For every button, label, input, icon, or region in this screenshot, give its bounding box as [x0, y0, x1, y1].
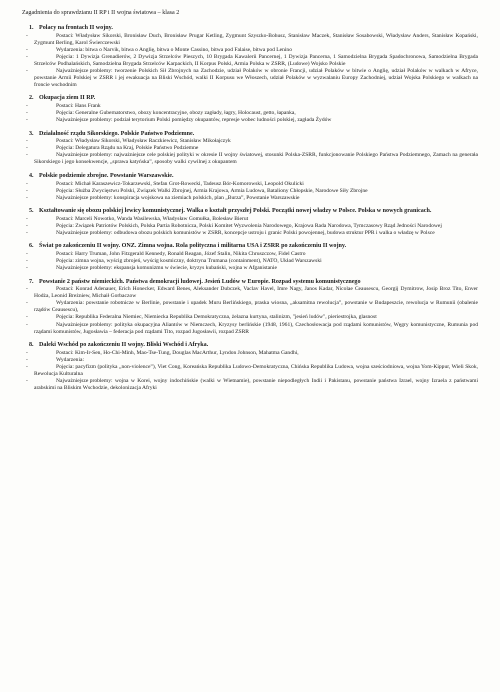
row-text: Marceli Nowotko, Wanda Wasilewska, Władysław Gomułka, Bolesław Bierut	[74, 215, 249, 222]
bullet-dash: -	[26, 377, 28, 384]
row-text: Harry Truman, John Fitzgerald Kennedy, Ronald Reagan, Józef Stalin, Nikita Chruszczow, Fidel Castro	[74, 251, 306, 258]
row-text: odbudowa obozu polskich komunistów w ZSRR, koncepcje ustroju i granic Polski powojennej, budowa struktur PPR i walka o władzę w Polsce	[113, 229, 435, 236]
section-8	[22, 342, 478, 392]
bullet-dash: -	[26, 215, 28, 222]
section-rows	[22, 251, 478, 272]
section-rows	[22, 138, 478, 166]
row-text: konspiracja wojskowa na ziemiach polskich, plan „Burza”, Powstanie Warszawskie	[113, 194, 300, 201]
topic-row	[26, 187, 478, 195]
row-text: Michał Karaszewicz-Tokarzewski, Stefan Grot-Rowecki, Tadeusz Bór-Komorowski, Leopold Okulicki	[74, 180, 304, 187]
row-label: Najważniejsze problemy:	[56, 117, 113, 124]
row-label: Najważniejsze problemy:	[56, 194, 113, 201]
section-3	[22, 131, 478, 167]
topic-row	[26, 194, 478, 202]
row-text: Służba Zwycięstwu Polski, Związek Walki Zbrojnej, Armia Krajowa, Armia Ludowa, Bataliony Chłopskie, Narodowe Siły Zbrojne	[75, 187, 368, 194]
row-text: tworzenie Polskich Sił Zbrojnych na Zachodzie, udział Polaków w obronie Francji, udział Polaków w bitwie o Anglię, udział Polaków w walkach w Afryce, powstanie Armii Polskiej w ZSRR i jej ewakuacja na Bliski Wschód, walki II Korpusu we Włoszech, udział Polaków w wyzwalaniu Europy Zachodniej, udział Wojska Polskiego w walkach na froncie wschodnim	[34, 67, 478, 88]
row-text: Republika Federalna Niemiec, Niemiecka Republika Demokratyczna, żelazna kurtyna, stalinizm, "jesień ludów", pieriestrojka, glasnost	[75, 314, 377, 321]
row-label: Pojęcia:	[56, 110, 74, 117]
section-number: 6.	[29, 243, 34, 250]
topic-row	[26, 222, 478, 230]
row-label: Najważniejsze problemy:	[56, 229, 113, 236]
section-title: Daleki Wschód po zakończeniu II wojny. Bliski Wschód i Afryka.	[39, 342, 209, 349]
topic-row	[26, 117, 478, 124]
row-label: Wydarzenia:	[56, 356, 84, 363]
section-rows	[22, 103, 478, 124]
bullet-dash: -	[26, 251, 28, 258]
topic-row	[26, 46, 478, 54]
bullet-dash: -	[26, 222, 28, 229]
bullet-dash: -	[26, 46, 28, 53]
topic-row	[26, 377, 478, 392]
section-title: Powstanie 2 państw niemieckich. Państwa demokracji ludowej. Jesień Ludów w Europie. Rozpad systemu komunistycznego	[39, 278, 361, 285]
row-text: bitwa o Narvik, bitwa o Anglię, bitwa o Monte Cassino, bitwa pod Falaise, bitwa pod Lenino	[85, 46, 292, 53]
row-label: Postaci:	[56, 215, 74, 222]
topic-row	[26, 138, 478, 145]
section-rows	[22, 286, 478, 335]
section-rows	[22, 216, 478, 237]
section-heading	[22, 279, 478, 287]
bullet-dash: -	[26, 152, 28, 159]
topic-row	[26, 180, 478, 188]
row-text: powstanie robotnicze w Berlinie, powstanie i upadek Muru Berlińskiego, praska wiosna, „aksamitna rewolucja”, powstanie w Budapeszcie, rewolucja w Rumunii (obalenie rządów Ceausescu),	[34, 300, 478, 314]
bullet-dash: -	[26, 349, 28, 356]
bullet-dash: -	[26, 314, 28, 321]
topic-row	[26, 67, 478, 89]
section-number: 1.	[29, 25, 34, 31]
row-text: Związek Patriotów Polskich, Polska Partia Robotnicza, Polski Komitet Wyzwolenia Narodowego, Krajowa Rada Narodowa, Tymczasowy Rząd Jedności Narodowej	[75, 222, 442, 229]
section-6	[22, 243, 478, 272]
bullet-dash: -	[26, 138, 28, 145]
row-label: Postaci:	[56, 103, 74, 110]
row-label: Najważniejsze problemy:	[56, 321, 113, 328]
row-label: Pojęcia:	[56, 363, 74, 370]
topic-row	[26, 229, 478, 237]
row-label: Najważniejsze problemy:	[56, 67, 113, 74]
row-text: pacyfizm (polityka „non-violence”), Viet Cong, Koreańska Republika Ludowo-Demokratyczna, Chińska Republika Ludowa, wojna sześciodniowa, wojna Yom-Kippur, Wieli Skok, Rewolucja Kulturalna	[34, 363, 478, 377]
row-label: Postaci:	[56, 251, 74, 258]
section-rows	[22, 33, 478, 89]
row-label: Pojęcia:	[56, 314, 74, 321]
row-label: Postaci:	[56, 180, 74, 187]
topic-row	[26, 215, 478, 223]
row-text: Konrad Adenauer, Erich Honecker, Edward Benes, Aleksander Dubczek, Vaclav Havel, Imre Nagy, Janos Kadar, Nicolae Ceausescu, Georgij Dymitrow, Josip Broz Tito, Enver Hodża, Leonid Breżniew, Michaił Gorbaczow	[34, 286, 478, 300]
row-text: Władysław Sikorski, Bronisław Duch, Bronisław Prugar Ketling, Zygmunt Szyszko-Bohusz, Stanisław Maczek, Stanisław Sosabowski, Władysław Anders, Stanisław Kopański, Zygmunt Berling, Karol Świerczewski	[34, 32, 478, 46]
bullet-dash: -	[26, 67, 28, 74]
topic-row	[26, 356, 478, 364]
section-1	[22, 25, 478, 89]
row-text: Delegatura Rządu na Kraj, Polskie Państwo Podziemne	[75, 145, 199, 152]
section-heading	[22, 131, 478, 139]
bullet-dash: -	[26, 103, 28, 110]
topic-row	[26, 300, 478, 314]
section-2	[22, 95, 478, 124]
section-number: 2.	[29, 95, 34, 102]
section-rows	[22, 350, 478, 392]
row-label: Postaci:	[56, 138, 74, 145]
bullet-dash: -	[26, 117, 28, 124]
bullet-dash: -	[26, 110, 28, 117]
section-4	[22, 173, 478, 202]
row-label: Pojęcia:	[56, 145, 74, 152]
bullet-dash: -	[26, 53, 28, 60]
sections-list	[22, 25, 478, 392]
document-title: Zagadnienia do sprawdzianu II RP i II wojna światowa – klasa 2	[22, 10, 180, 16]
bullet-dash: -	[26, 194, 28, 201]
section-heading	[22, 25, 478, 33]
bullet-dash: -	[26, 180, 28, 187]
row-text: Władysław Sikorski, Władysław Raczkiewicz, Stanisław Mikołajczyk	[74, 138, 231, 145]
topic-row	[26, 321, 479, 336]
row-label: Pojęcia:	[56, 53, 74, 60]
section-title: Świat po zakończeniu II wojny. ONZ. Zimna wojna. Rola polityczna i militarna USA i ZSRR po zakończeniu II wojny.	[39, 243, 347, 250]
topic-row	[26, 314, 478, 321]
bullet-dash: -	[26, 145, 28, 152]
section-title: Okupacja ziem II RP.	[39, 95, 96, 102]
bullet-dash: -	[26, 265, 28, 272]
row-text: najważniejsze cele polskiej polityki w okresie II wojny światowej, stosunki Polska-ZSRR, funkcjonowanie Polskiego Państwa Podziemnego, Zamach na generała Sikorskiego i jego konsekwencje, „sprawa katyńska”, sposoby walki cywilnej z okupantem	[34, 152, 478, 166]
row-label: Postaci:	[56, 286, 74, 293]
topic-row	[26, 363, 478, 378]
bullet-dash: -	[26, 300, 28, 307]
section-heading	[22, 342, 478, 350]
row-text: Kim-Ir-Sen, Ho-Chi-Minh, Mao-Tse-Tung, Douglas MacArthur, Lyndon Johnson, Mahatma Gandhi,	[74, 349, 299, 356]
section-number: 4.	[29, 172, 34, 179]
bullet-dash: -	[26, 187, 28, 194]
section-heading	[22, 208, 478, 216]
row-text: podział terytorium Polski pomiędzy okupantów, represje wobec ludności polskiej, zagłada Żydów	[113, 117, 332, 124]
section-rows	[22, 181, 478, 202]
bullet-dash: -	[26, 32, 28, 39]
topic-row	[26, 32, 478, 47]
section-heading	[22, 95, 478, 103]
bullet-dash: -	[26, 356, 28, 363]
section-title: Polacy na frontach II wojny.	[39, 25, 113, 31]
section-number: 5.	[29, 208, 34, 215]
topic-row	[26, 103, 478, 110]
section-title: Działalność rządu Sikorskiego. Polskie Państwo Podziemne.	[39, 130, 195, 137]
section-title: Polskie podziemie zbrojne. Powstanie Warszawskie.	[39, 172, 174, 179]
bullet-dash: -	[26, 363, 28, 370]
row-label: Postaci:	[56, 32, 74, 39]
section-7	[22, 279, 478, 336]
bullet-dash: -	[26, 229, 28, 236]
section-number: 7.	[29, 278, 34, 285]
row-label: Najważniejsze problemy:	[56, 377, 113, 384]
row-label: Pojęcia:	[56, 258, 74, 265]
section-number: 3.	[29, 130, 34, 137]
row-text: wojna w Korei, wojny indochińskie (walki w Wietnamie), powstanie niepodległych Indii i Pakistanu, powstanie państwa Izrael, wojny Izraela z państwami arabskimi na Bliskim Wschodzie, dekolonizacja Afryki	[34, 377, 478, 391]
row-label: Pojęcia:	[56, 187, 74, 194]
row-text: zimna wojna, wyścig zbrojeń, wyścig kosmiczny, doktryna Trumana (containment), NATO, Układ Warszawski	[75, 258, 322, 265]
bullet-dash: -	[26, 258, 28, 265]
section-number: 8.	[29, 342, 34, 349]
section-title: Kształtowanie się obozu polskiej lewicy komunistycznej. Walka o kształt przyszłej Polski. Początki nowej władzy w Polsce. Polska w nowych granicach.	[39, 208, 432, 215]
bullet-dash: -	[26, 286, 28, 293]
row-label: Postaci:	[56, 349, 74, 356]
topic-row	[26, 265, 478, 272]
section-heading	[22, 173, 478, 181]
row-text: ekspansja komunizmu w świecie, kryzys kubański, wojna w Afganistanie	[113, 265, 277, 272]
row-label: Najważniejsze problemy:	[56, 152, 113, 159]
row-text: Generalne Gubernatorstwo, obozy koncentracyjne, obozy zagłady, łagry, Holocaust, getto, łapanka,	[75, 110, 296, 117]
row-label: Najważniejsze problemy:	[56, 265, 113, 272]
topic-row	[26, 349, 478, 357]
row-label: Wydarzenia:	[56, 46, 84, 53]
row-label: Wydarzenia:	[56, 300, 84, 307]
topic-row	[26, 286, 478, 300]
row-text: polityka okupacyjna Aliantów w Niemczech, Kryzysy berlińskie (1948, 1961), Czechosłowacja pod rządami komunistów, Węgry komunistyczne, Rumunia pod rządami komunistów, Jugosławia – federacja pod rządami Tito, rozpad Jugosławii, rozpad ZSRR	[34, 321, 479, 335]
row-text: 1 Dywizja Grenadierów, 2 Dywizja Strzelców Pieszych, 10 Brygada Kawalerii Pancernej, 1 Dywizja Pancerna, 1 Samodzielna Brygada Spadochronowa, Samodzielna Brygada Strzelców Podhalańskich, Samodzielna Brygada Strzelców Karpackich, II Korpus Polski, Armia Polska w ZSRR, (Ludowe) Wojsko Polskie	[34, 53, 478, 67]
row-label: Pojęcia:	[56, 222, 74, 229]
section-5	[22, 208, 478, 237]
row-text: Hans Frank	[74, 103, 101, 110]
bullet-dash: -	[26, 321, 28, 328]
topic-row	[26, 152, 478, 166]
topic-row	[26, 53, 478, 68]
section-heading	[22, 243, 478, 251]
